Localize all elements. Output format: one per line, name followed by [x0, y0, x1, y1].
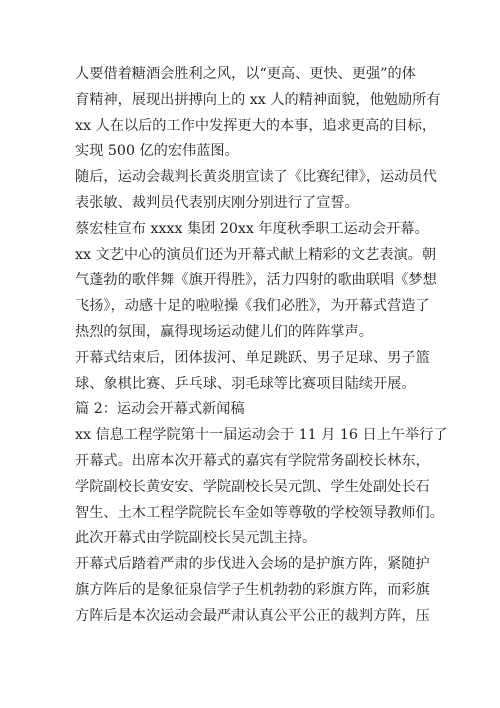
text-line: 智生、土木工程学院院长车金如等尊敬的学校领导教师们。 — [75, 504, 444, 521]
text-line: 热烈的氛围，赢得现场运动健儿们的阵阵掌声。 — [75, 323, 373, 340]
section-heading: 篇 2：运动会开幕式新闻稿 — [75, 401, 245, 418]
text-line: 旗方阵后的是象征泉信学子生机勃勃的彩旗方阵，而彩旗 — [75, 581, 430, 598]
article-body — [75, 62, 448, 630]
text-line: 表张敏、裁判员代表别庆刚分别进行了宣誓。 — [75, 194, 359, 211]
text-line: xx 文艺中心的演员们还为开幕式献上精彩的文艺表演。朝 — [75, 246, 437, 263]
text-line: 飞扬》，动感十足的啦啦操《我们必胜》，为开幕式营造了 — [75, 298, 430, 315]
text-line: 学院副校长黄安安、学院副校长吴元凯、学生处副处长石 — [75, 478, 430, 495]
text-line: 开幕式后踏着严肃的步伐进入会场的是护旗方阵，紧随护 — [75, 556, 430, 573]
text-line: 此次开幕式由学院副校长吴元凯主持。 — [75, 530, 317, 547]
text-line: 球、象棋比赛、乒乓球、羽毛球等比赛项目陆续开展。 — [75, 375, 416, 392]
text-line: 方阵后是本次运动会最严肃认真公平公正的裁判方阵，压 — [75, 607, 430, 624]
text-line: 开幕式结束后，团体拔河、单足跳跃、男子足球、男子篮 — [75, 349, 430, 366]
text-line: 蔡宏桂宣布 xxxx 集团 20xx 年度秋季职工运动会开幕。 — [75, 220, 429, 237]
text-line: 实现 500 亿的宏伟蓝图。 — [75, 143, 239, 160]
text-line: 人要借着糖酒会胜利之风，以“更高、更快、更强”的体 — [75, 66, 416, 82]
text-line: 育精神，展现出拼搏向上的 xx 人的精神面貌，他勉励所有 — [75, 91, 441, 108]
text-line: 气蓬勃的歌伴舞《旗开得胜》，活力四射的歌曲联唱《梦想 — [75, 272, 437, 289]
text-line: xx 信息工程学院第十一届运动会于 11 月 16 日上午举行了 — [75, 427, 448, 444]
text-line: 开幕式。出席本次开幕式的嘉宾有学院常务副校长林东， — [75, 452, 430, 469]
text-line: xx 人在以后的工作中发挥更大的本事，追求更高的目标， — [75, 117, 437, 134]
text-line: 随后，运动会裁判长黄炎朋宣读了《比赛纪律》，运动员代 — [75, 169, 437, 186]
